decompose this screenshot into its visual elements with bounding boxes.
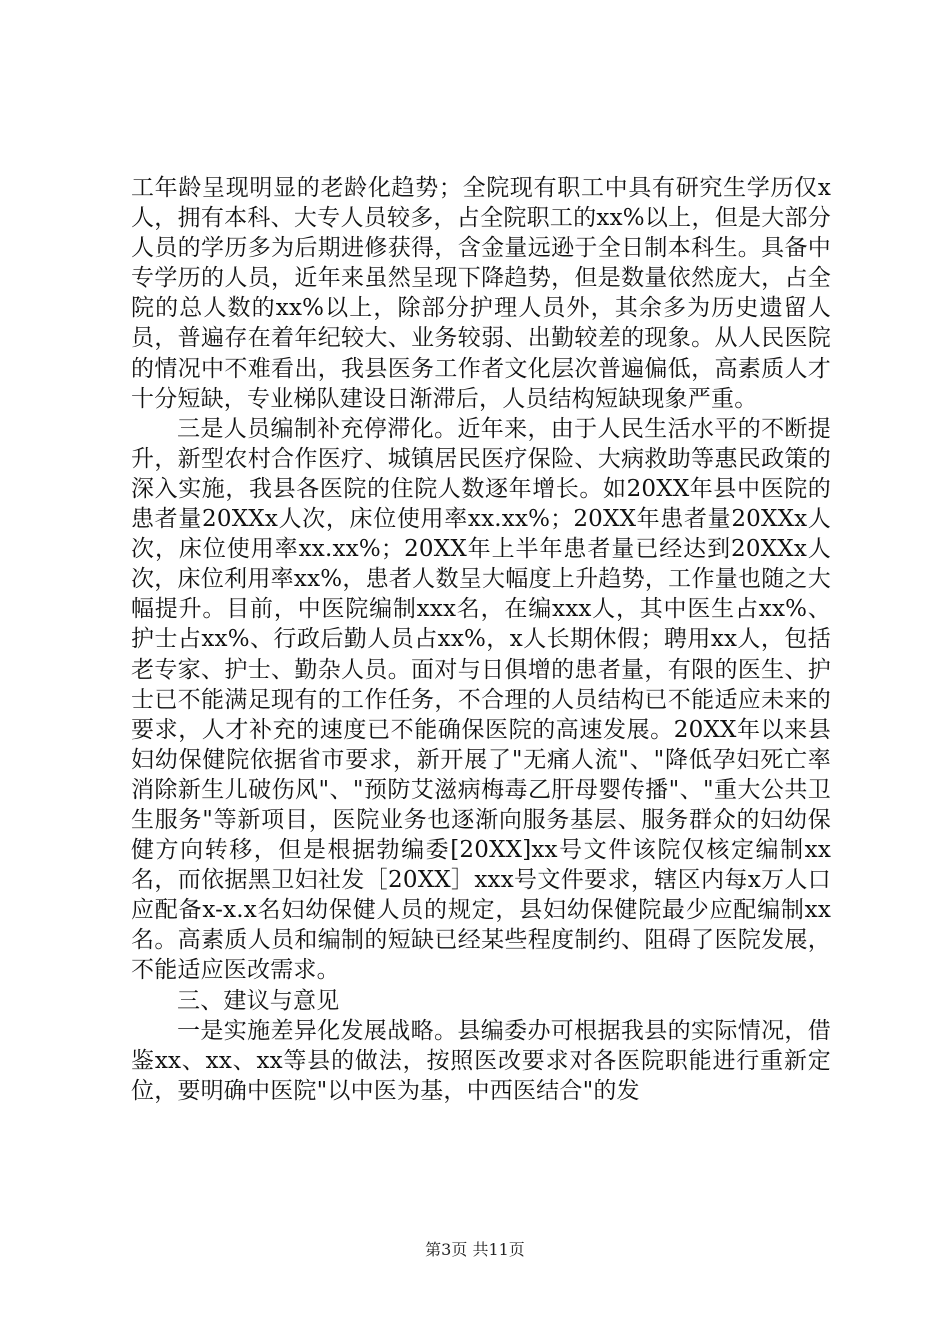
paragraph-2: 三是人员编制补充停滞化。近年来，由于人民生活水平的不断提升，新型农村合作医疗、城镇居民医疗保险、大病救助等惠民政策的深入实施，我县各医院的住院人数逐年增长。如20XX年县中医院的患者量20XXx人次，床位使用率xx.xx%；20XX年患者量20XXx人次，床位使用率xx.xx%；20XX年上半年患者量已经达到20XXx人次，床位利用率xx%，患者人数呈大幅度上升趋势，工作量也随之大幅提升。目前，中医院编制xxx名，在编xxx人，其中医生占xx%、护士占xx%、行政后勤人员占xx%，x人长期休假；聘用xx人，包括老专家、护士、勤杂人员。面对与日俱增的患者量，有限的医生、护士已不能满足现有的工作任务，不合理的人员结构已不能适应未来的要求，人才补充的速度已不能确保医院的高速发展。20XX年以来县妇幼保健院依据省市要求，新开展了"无痛人流"、"降低孕妇死亡率消除新生儿破伤风"、"预防艾滋病梅毒乙肝母婴传播"、"重大公共卫生服务"等新项目，医院业务也逐渐向服务基层、服务群众的妇幼保健方向转移，但是根据勃编委[20XX]xx号文件该院仅核定编制xx名，而依据黑卫妇社发［20XX］xxx号文件要求，辖区内每x万人口应配备x-x.x名妇幼保健人员的规定，县妇幼保健院最少应配编制xx名。高素质人员和编制的短缺已经某些程度制约、阻碍了医院发展，不能适应医改需求。 <box>131 415 831 984</box>
paragraph-3: 一是实施差异化发展战略。县编委办可根据我县的实际情况，借鉴xx、xx、xx等县的做法，按照医改要求对各医院职能进行重新定位，要明确中医院"以中医为基，中西医结合"的发 <box>131 1017 831 1104</box>
document-body <box>131 173 831 1106</box>
section-heading: 三、建议与意见 <box>177 987 340 1014</box>
page-number-footer: 第3页 共11页 <box>425 1240 525 1259</box>
paragraph-1: 工年龄呈现明显的老龄化趋势；全院现有职工中具有研究生学历仅x人，拥有本科、大专人员较多，占全院职工的xx%以上，但是大部分人员的学历多为后期进修获得，含金量远逊于全日制本科生。具备中专学历的人员，近年来虽然呈现下降趋势，但是数量依然庞大，占全院的总人数的xx%以上，除部分护理人员外，其余多为历史遗留人员，普遍存在着年纪较大、业务较弱、出勤较差的现象。从人民医院的情况中不难看出，我县医务工作者文化层次普遍偏低，高素质人才十分短缺，专业梯队建设日渐滞后，人员结构短缺现象严重。 <box>131 175 831 412</box>
